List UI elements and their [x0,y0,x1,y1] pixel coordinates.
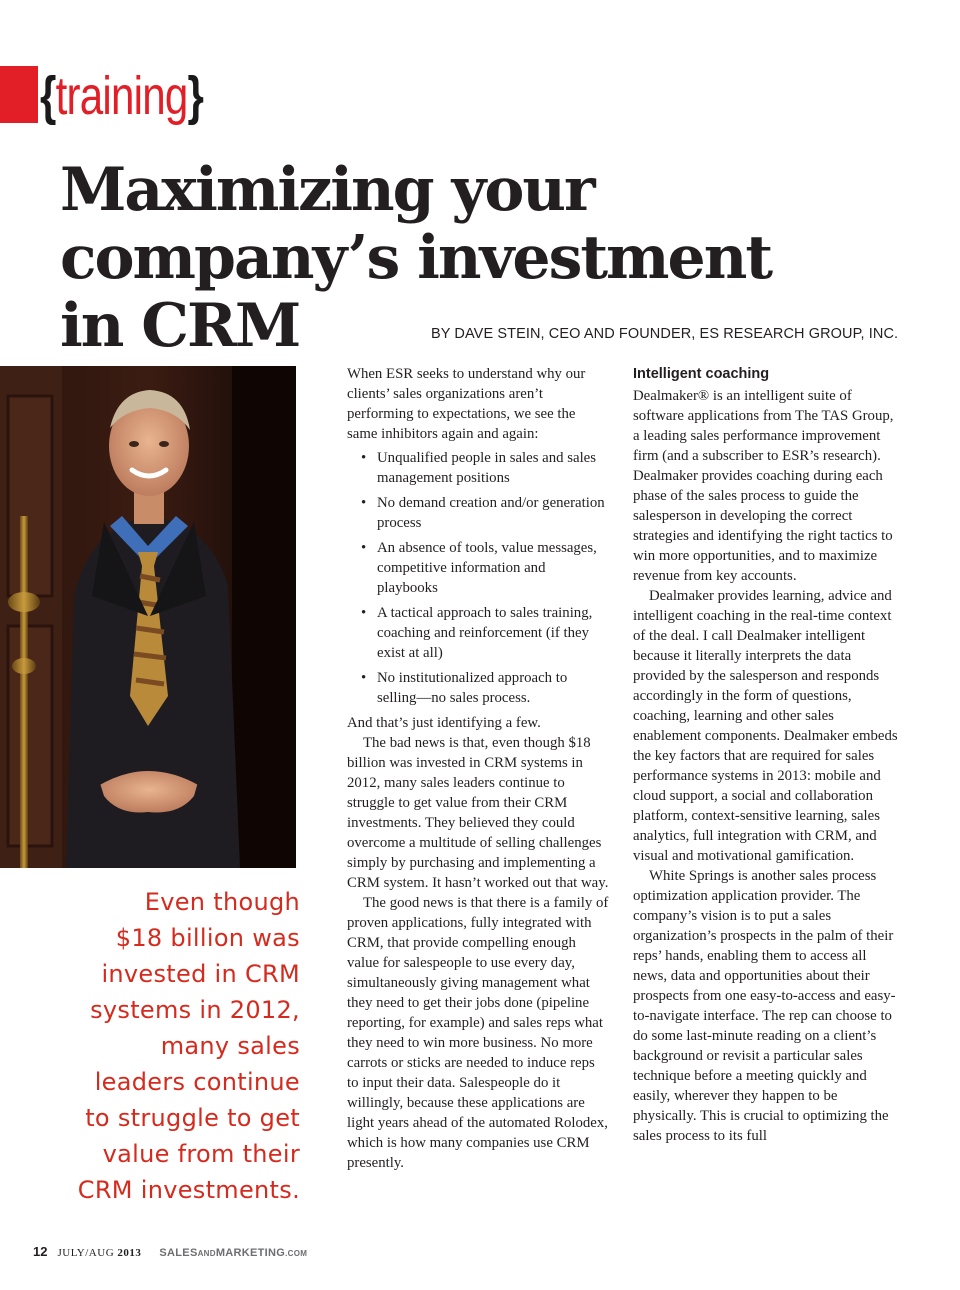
pull-quote [60,884,300,1208]
list-item [347,448,609,488]
list-item-text: No demand creation and/or generation process [377,495,605,531]
list-item-text: An absence of tools, value messages, competitive information and playbooks [377,540,597,596]
site-part: MARKETING [215,1247,286,1259]
bullet-icon: • [361,450,367,466]
pull-quote-line: to struggle to get [85,1104,300,1132]
headline-line-1: Maximizing your [60,155,594,225]
section-label [40,60,203,132]
site-part: .COM [285,1249,308,1258]
bullet-icon: • [361,495,367,511]
pull-quote-line: $18 billion was [115,924,300,952]
pull-quote-line: leaders continue [94,1068,300,1096]
headline-line-2: company’s investment [60,223,772,293]
pull-quote-line: systems in 2012, [90,996,300,1024]
list-item [347,668,609,708]
section-red-bar [0,66,38,123]
list-item-text: No institutionalized approach to selling—no sales process. [377,670,568,706]
section-open-brace: { [40,66,56,126]
list-item [347,493,609,533]
body-paragraph: Dealmaker® is an intelligent suite of software applications from The TAS Group, a leading sales performance improvement firm (and a subscriber to ESR’s research). Dealmaker provides coaching during each phase of the sales process to guide the salesperson in developing the correct strategies and identifying the right tactics to win more opportunities, and to maximize revenue from key accounts. [633,388,894,584]
list-item-text: Unqualified people in sales and sales management positions [377,450,597,486]
body-column-1 [347,364,609,1173]
list-item [347,538,609,598]
author-photo [0,366,296,868]
after-list-paragraph: And that’s just identifying a few. [347,715,541,731]
bullet-icon: • [361,670,367,686]
list-item [347,603,609,663]
issue-month: JULY/AUG [57,1247,115,1259]
author-portrait-illustration [0,366,296,868]
headline-line-3: in CRM [60,291,300,361]
issue-year: 2013 [117,1247,142,1259]
page-footer [33,1244,307,1264]
body-column-2 [633,364,901,1146]
pull-quote-line: many sales [160,1032,300,1060]
site-part: SALES [159,1247,198,1259]
byline: BY DAVE STEIN, CEO AND FOUNDER, ES RESEARCH GROUP, INC. [431,326,899,342]
body-paragraph: The bad news is that, even though $18 billion was invested in CRM systems in 2012, many sales leaders continue to struggle to get value from their CRM investments. They believed they could overcome a multitude of selling challenges simply by purchasing and implementing a CRM system. It hasn’t worked out that way. [347,735,609,891]
body-paragraph: White Springs is another sales process optimization application provider. The company’s vision is to put a sales organization’s prospects in the palm of their reps’ hands, enabling them to access all news, data and opportunities about their prospects from one easy-to-access and easy-to-navigate interface. The rep can choose to do some last-minute reading on a client’s background or revisit a particular sales technique before a meeting quickly and easily, wherever they happen to be physically. This is crucial to optimizing the sales process to its full [633,868,896,1144]
pull-quote-line: value from their [102,1140,300,1168]
list-item-text: A tactical approach to sales training, coaching and reinforcement (if they exist at all) [377,605,593,661]
body-paragraph: Dealmaker provides learning, advice and intelligent coaching in the real-time context of the deal. I call Dealmaker intelligent because it literally interprets the data provided by the salesperson and responds accordingly in the form of questions, coaching, learning and other sales enablement components. Dealmaker embeds the key factors that are required for sales performance systems in 2013: mobile and cloud support, a social and collaboration platform, context-sensitive learning, sales analytics, full integration with CRM, and visual and motivational gamification. [633,588,898,864]
section-label-text: training [55,66,188,126]
section-close-brace: } [187,66,204,126]
pull-quote-line: CRM investments. [77,1176,300,1204]
bullet-icon: • [361,540,367,556]
intro-paragraph: When ESR seeks to understand why our clients’ sales organizations aren’t performing to expectations, we see the same inhibitors again and again: [347,366,586,442]
subhead-intelligent-coaching: Intelligent coaching [633,366,770,382]
inhibitors-list [347,448,609,708]
page-number: 12 [33,1244,48,1259]
body-paragraph: The good news is that there is a family of proven applications, fully integrated with CRM, that provide compelling enough value for salespeople to use every day, simultaneously giving management what they need to get their jobs done (pipeline reporting, for example) and sales reps what they need to win more business. No more carrots or sticks are needed to induce reps to input their data. Salespeople do it willingly, because these applications are light years ahead of the automated Rolodex, which is how many companies use CRM presently. [347,895,609,1171]
issue-date [57,1247,141,1259]
pull-quote-line: invested in CRM [101,960,300,988]
pull-quote-line: Even though [144,888,300,916]
site-part: AND [197,1249,216,1258]
bullet-icon: • [361,605,367,621]
website-name [159,1247,307,1259]
